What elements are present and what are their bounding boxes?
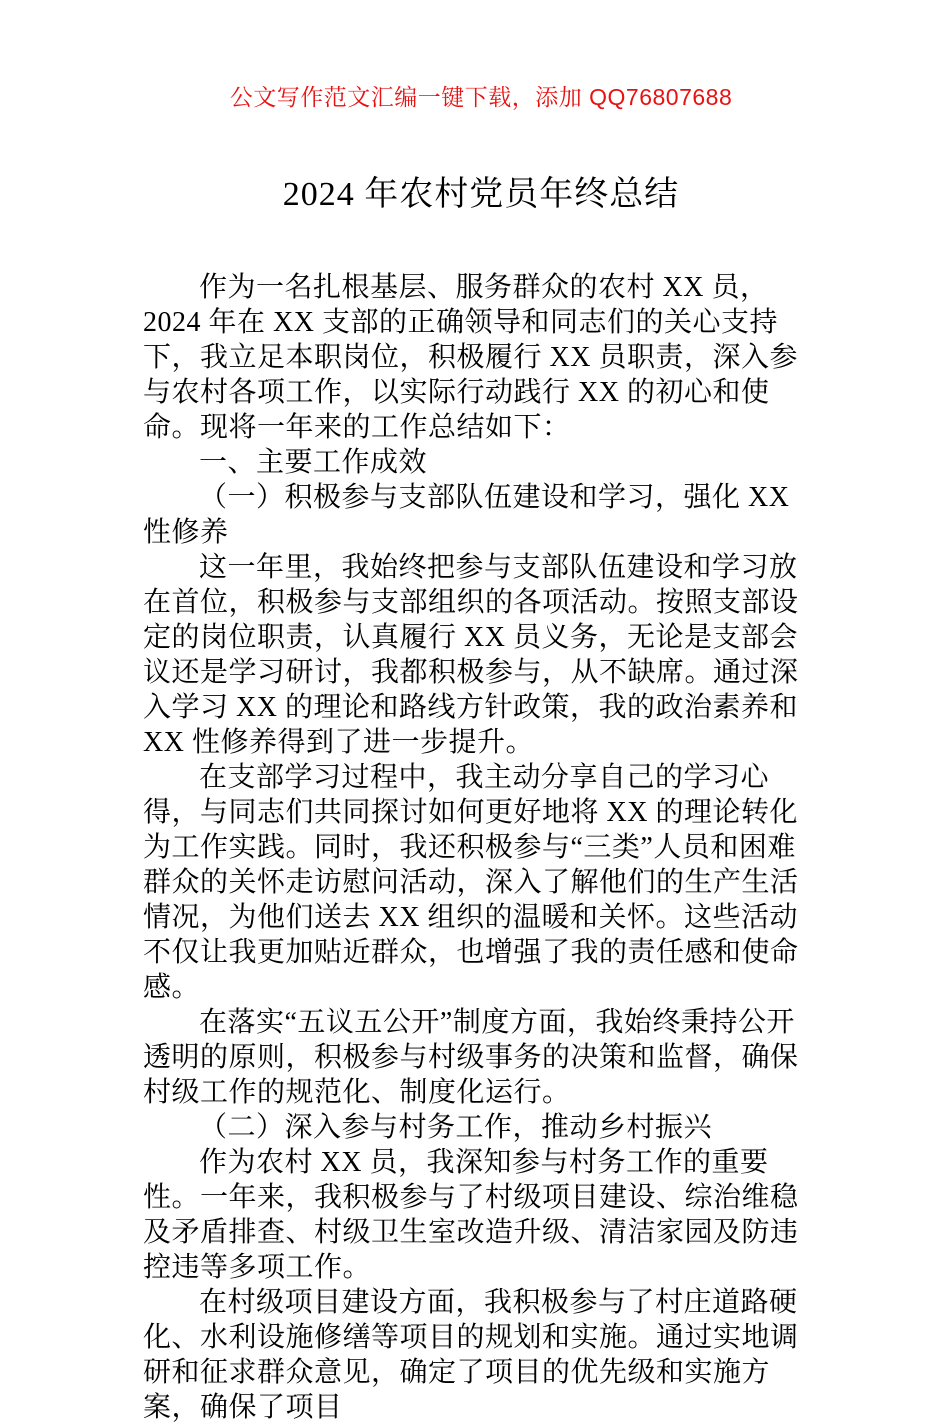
header-notice: 公文写作范文汇编一键下载，添加 QQ76807688 <box>229 84 733 110</box>
paragraph-intro: 作为一名扎根基层、服务群众的农村 XX 员，2024 年在 XX 支部的正确领导和同志们的关心支持下，我立足本职岗位，积极履行 XX 员职责，深入参与农村各项工作，以实际行动践行 XX 的初心和使命。现将一年来的工作总结如下： <box>143 272 798 443</box>
paragraph-wuyi-system: 在落实“五议五公开”制度方面，我始终秉持公开透明的原则，积极参与村级事务的决策和监督，确保村级工作的规范化、制度化运行。 <box>143 1007 799 1108</box>
heading-section-1: 一、主要工作成效 <box>199 447 428 478</box>
document-title: 2024 年农村党员年终总结 <box>282 176 680 213</box>
heading-subsection-1: （一）积极参与支部队伍建设和学习，强化 XX 性修养 <box>143 482 790 548</box>
heading-subsection-2: （二）深入参与村务工作，推动乡村振兴 <box>199 1112 713 1143</box>
paragraph-projects: 在村级项目建设方面，我积极参与了村庄道路硬化、水利设施修缮等项目的规划和实施。通过实地调研和征求群众意见，确定了项目的优先级和实施方案，确保了项目 <box>143 1287 799 1423</box>
paragraph-village-work: 作为农村 XX 员，我深知参与村务工作的重要性。一年来，我积极参与了村级项目建设、综治维稳及矛盾排查、村级卫生室改造升级、清洁家园及防违控违等多项工作。 <box>143 1147 799 1283</box>
document-body <box>143 270 819 1425</box>
paragraph-study: 这一年里，我始终把参与支部队伍建设和学习放在首位，积极参与支部组织的各项活动。按照支部设定的岗位职责，认真履行 XX 员义务，无论是支部会议还是学习研讨，我都积极参与，从不缺席。通过深入学习 XX 的理论和路线方针政策，我的政治素养和 XX 性修养得到了进一步提升。 <box>143 552 799 758</box>
paragraph-sharing: 在支部学习过程中，我主动分享自己的学习心得，与同志们共同探讨如何更好地将 XX 的理论转化为工作实践。同时，我还积极参与“三类”人员和困难群众的关怀走访慰问活动，深入了解他们的生产生活情况，为他们送去 XX 组织的温暖和关怀。这些活动不仅让我更加贴近群众，也增强了我的责任感和使命感。 <box>143 762 799 1003</box>
